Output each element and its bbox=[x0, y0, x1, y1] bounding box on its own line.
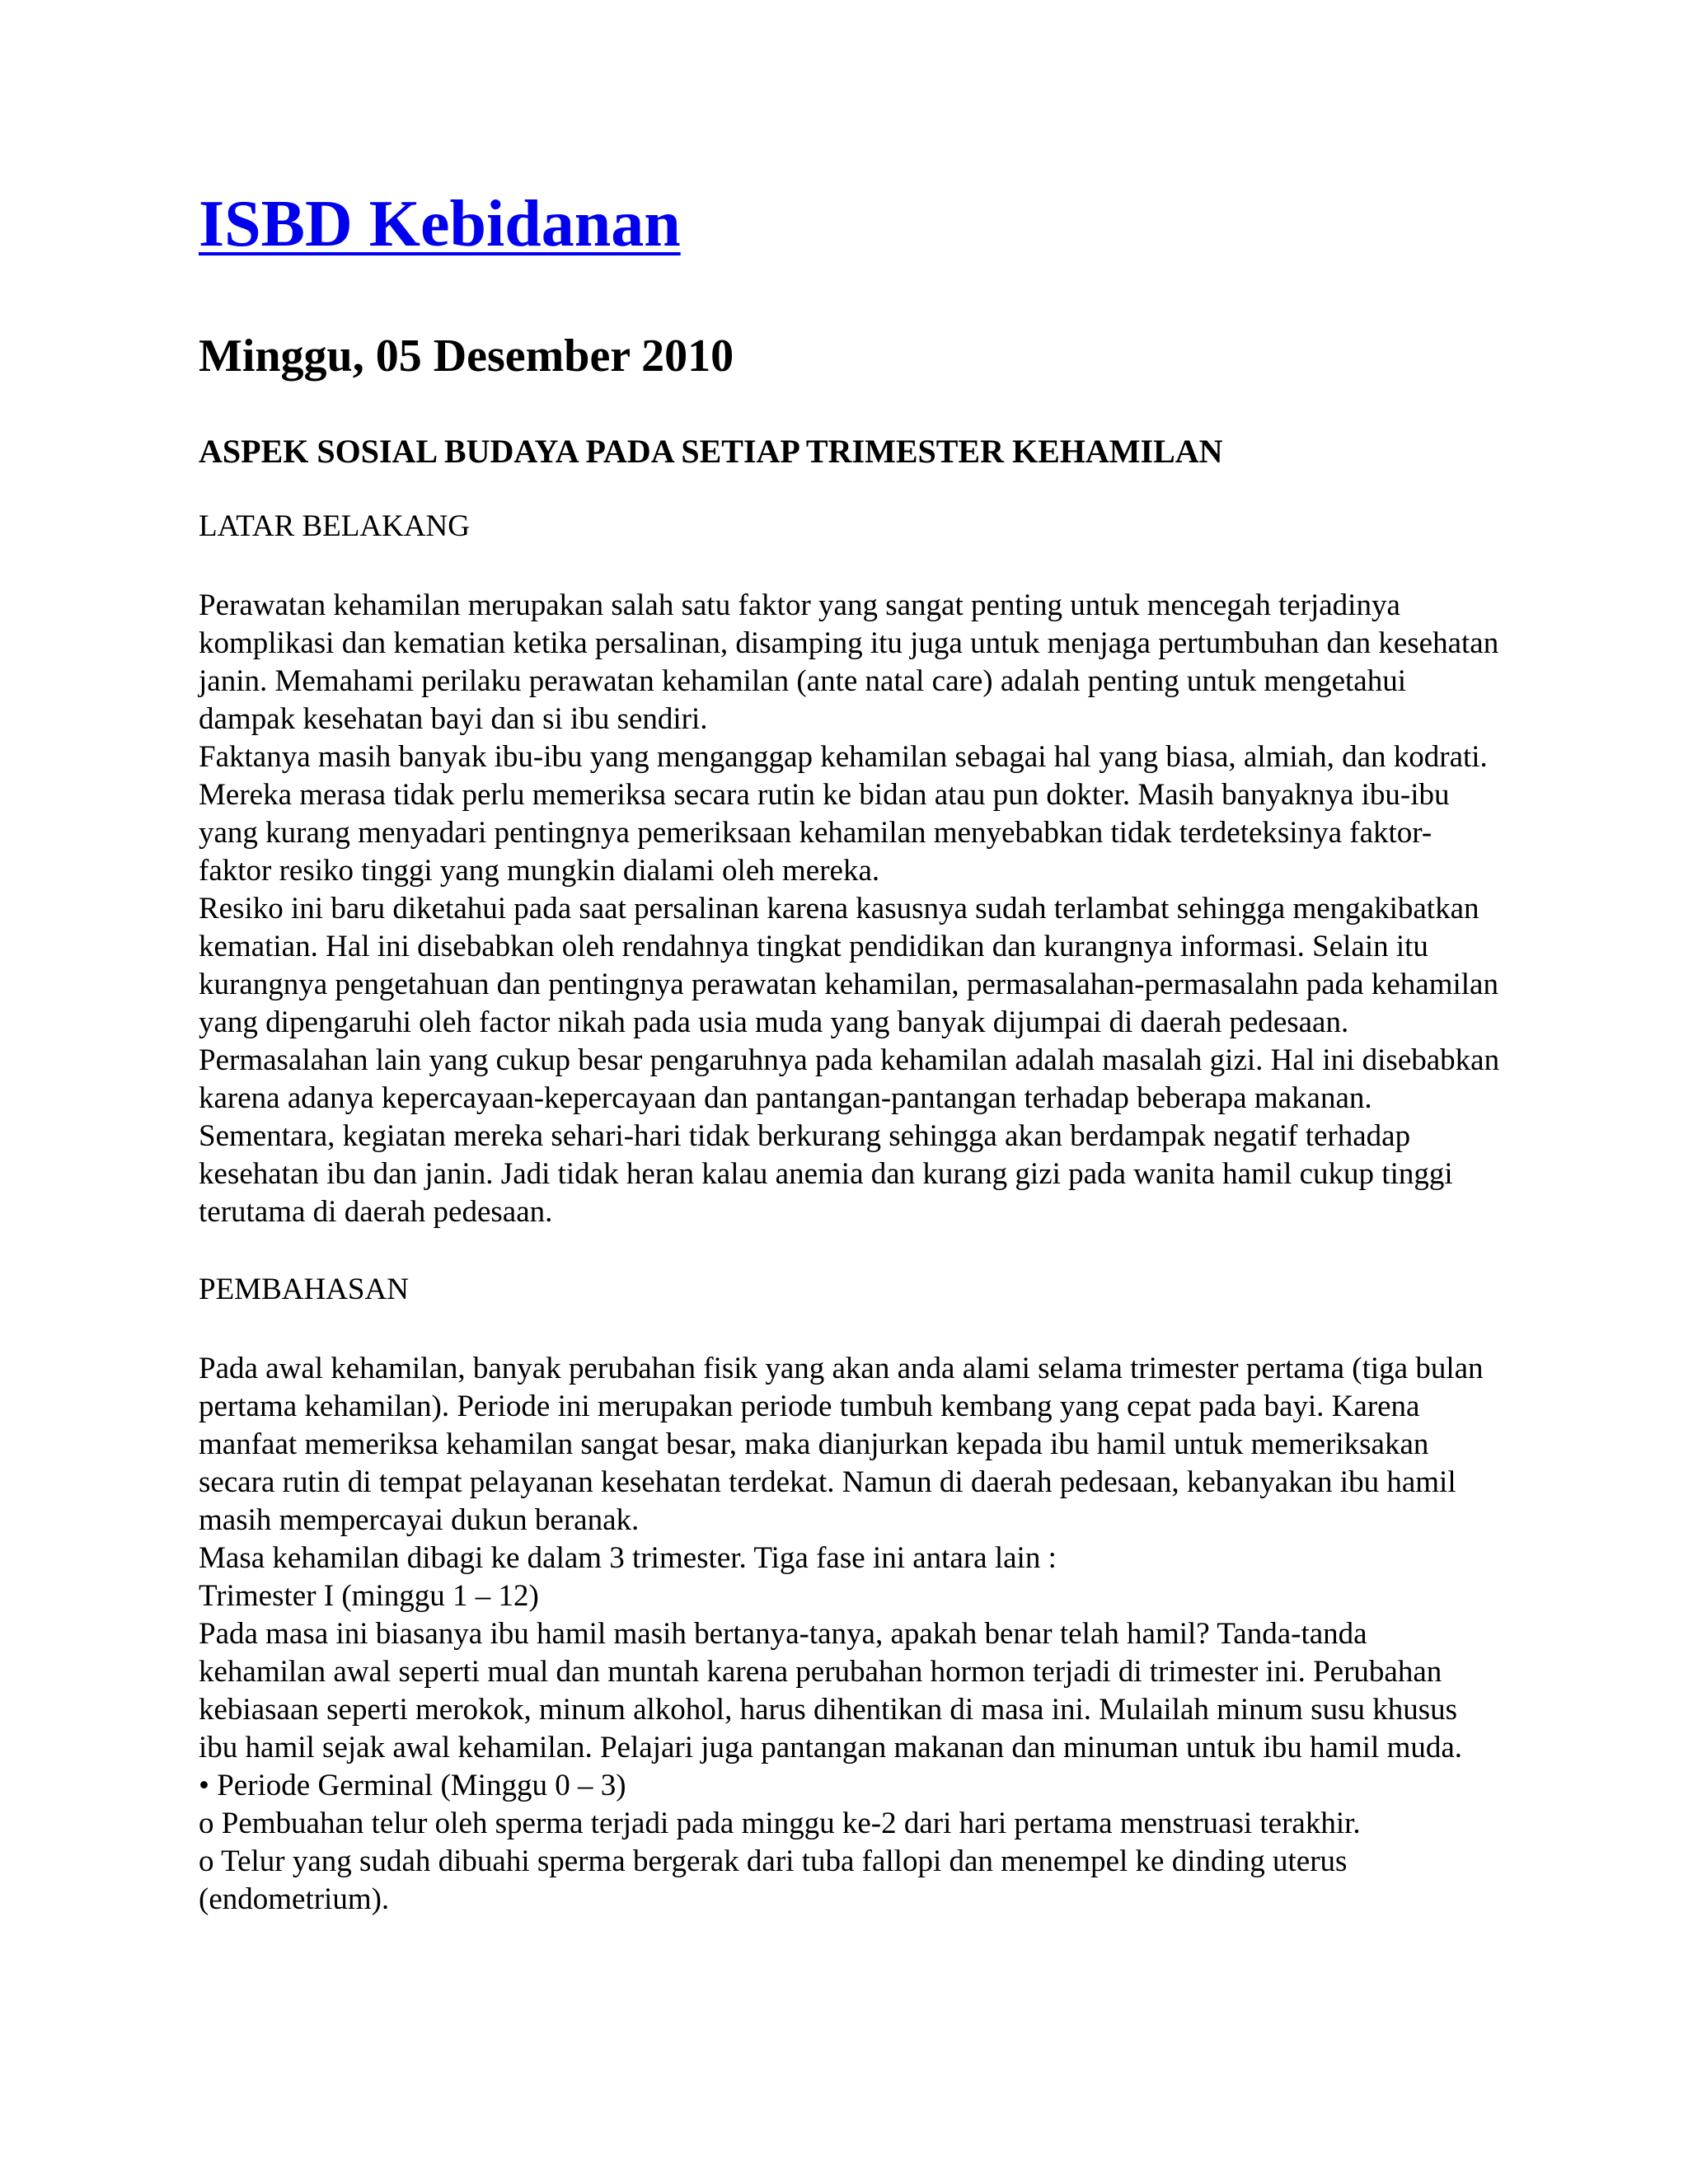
paragraph: Permasalahan lain yang cukup besar pengaruhnya pada kehamilan adalah masalah gizi. Hal ini disebabkan karena adanya kepercayaan-kepercayaan dan pantangan-pantangan terhadap beberapa makanan. Sementara, kegiatan mereka sehari-hari tidak berkurang sehingga akan berdampak negatif terhadap kesehatan ibu dan janin. Jadi tidak heran kalau anemia dan kurang gizi pada wanita hamil cukup tinggi terutama di daerah pedesaan. bbox=[199, 1043, 1500, 1229]
bullet-item: • Periode Germinal (Minggu 0 – 3) bbox=[199, 1769, 626, 1802]
section-body-pembahasan bbox=[199, 1350, 1501, 1919]
post-title: ASPEK SOSIAL BUDAYA PADA SETIAP TRIMESTER KEHAMILAN bbox=[199, 433, 1223, 470]
section-heading-latar-belakang: LATAR BELAKANG bbox=[199, 509, 470, 543]
post-date: Minggu, 05 Desember 2010 bbox=[199, 330, 734, 382]
blog-title-link[interactable]: ISBD Kebidanan bbox=[199, 188, 681, 260]
section-body-latar-belakang bbox=[199, 587, 1501, 1231]
sub-bullet-item: o Telur yang sudah dibuahi sperma bergerak dari tuba fallopi dan menempel ke dinding uterus (endometrium). bbox=[199, 1844, 1348, 1916]
paragraph: Masa kehamilan dibagi ke dalam 3 trimester. Tiga fase ini antara lain : bbox=[199, 1541, 1057, 1575]
document-page bbox=[199, 188, 1501, 1919]
paragraph: Faktanya masih banyak ibu-ibu yang menganggap kehamilan sebagai hal yang biasa, almiah, dan kodrati. Mereka merasa tidak perlu memeriksa secara rutin ke bidan atau pun dokter. Masih banyaknya ibu-ibu yang kurang menyadari pentingnya pemeriksaan kehamilan menyebabkan tidak terdeteksinya faktor-faktor resiko tinggi yang mungkin dialami oleh mereka. bbox=[199, 740, 1488, 888]
paragraph: Resiko ini baru diketahui pada saat persalinan karena kasusnya sudah terlambat sehingga mengakibatkan kematian. Hal ini disebabkan oleh rendahnya tingkat pendidikan dan kurangnya informasi. Selain itu kurangnya pengetahuan dan pentingnya perawatan kehamilan, permasalahan-permasalahn pada kehamilan yang dipengaruhi oleh factor nikah pada usia muda yang banyak dijumpai di daerah pedesaan. bbox=[199, 892, 1498, 1039]
trimester-heading: Trimester I (minggu 1 – 12) bbox=[199, 1579, 539, 1613]
paragraph: Pada masa ini biasanya ibu hamil masih bertanya-tanya, apakah benar telah hamil? Tanda-tanda kehamilan awal seperti mual dan muntah karena perubahan hormon terjadi di trimester ini. Perubahan kebiasaan seperti merokok, minum alkohol, harus dihentikan di masa ini. Mulailah minum susu khusus ibu hamil sejak awal kehamilan. Pelajari juga pantangan makanan dan minuman untuk ibu hamil muda. bbox=[199, 1617, 1463, 1765]
sub-bullet-item: o Pembuahan telur oleh sperma terjadi pada minggu ke-2 dari hari pertama menstruasi terakhir. bbox=[199, 1807, 1361, 1840]
paragraph: Pada awal kehamilan, banyak perubahan fisik yang akan anda alami selama trimester pertama (tiga bulan pertama kehamilan). Periode ini merupakan periode tumbuh kembang yang cepat pada bayi. Karena manfaat memeriksa kehamilan sangat besar, maka dianjurkan kepada ibu hamil untuk memeriksakan secara rutin di tempat pelayanan kesehatan terdekat. Namun di daerah pedesaan, kebanyakan ibu hamil masih mempercayai dukun beranak. bbox=[199, 1352, 1484, 1537]
section-heading-pembahasan: PEMBAHASAN bbox=[199, 1272, 409, 1306]
paragraph: Perawatan kehamilan merupakan salah satu faktor yang sangat penting untuk mencegah terjadinya komplikasi dan kematian ketika persalinan, disamping itu juga untuk menjaga pertumbuhan dan kesehatan janin. Memahami perilaku perawatan kehamilan (ante natal care) adalah penting untuk mengetahui dampak kesehatan bayi dan si ibu sendiri. bbox=[199, 588, 1499, 736]
